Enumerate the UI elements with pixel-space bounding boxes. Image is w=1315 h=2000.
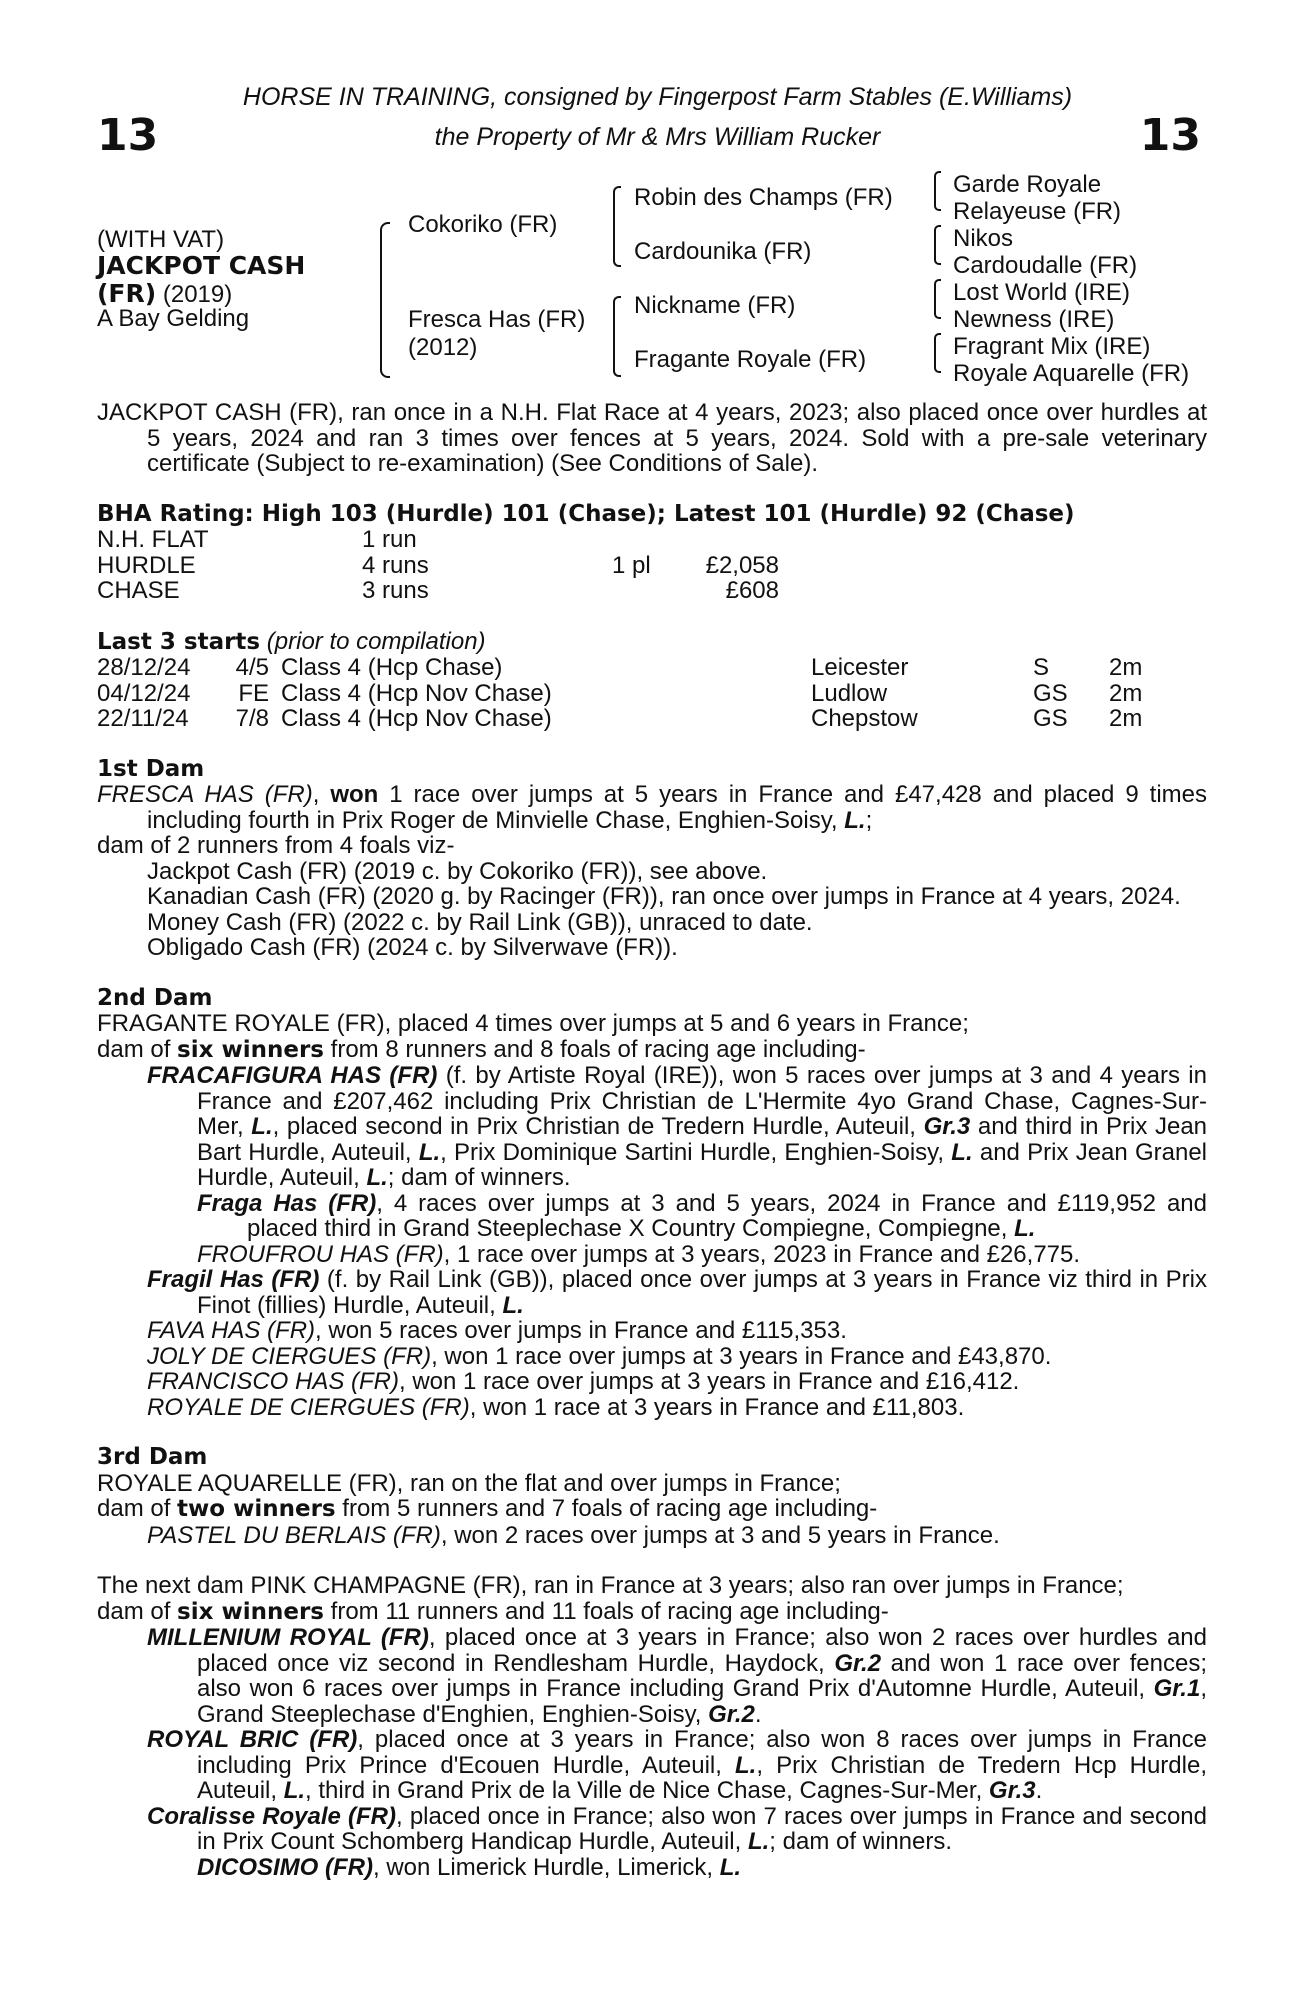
pedigree-sds: Nikos <box>953 225 1014 252</box>
record-placed: 1 pl <box>612 551 651 579</box>
header-consignor: HORSE IN TRAINING, consigned by Fingerpost Farm Stables (E.Williams) <box>242 83 1073 111</box>
last-starts-title: Last 3 starts <box>97 628 261 655</box>
start-distance: 2m <box>1109 654 1143 681</box>
list-item: Obligado Cash (FR) (2024 c. by Silverwave (FR)). <box>147 934 678 961</box>
record-prize <box>682 527 779 553</box>
list-item: Coralisse Royale (FR), placed once in France; also won 7 races over jumps in France and second in Prix Count Schomberg Handicap Hurdle, Auteuil, L.; dam of winners. <box>147 1802 1207 1855</box>
record-type: HURDLE <box>97 551 196 579</box>
horse-summary: JACKPOT CASH (FR), ran once in a N.H. Flat Race at 4 years, 2023; also placed once over hurdles at 5 years, 2024 and ran 3 times over fences at 5 years, 2024. Sold with a pre-sale veterinary certificate (Subject to re-examination) (See Conditions of Sale). <box>97 399 1207 477</box>
pedigree-sd: Cardounika (FR) <box>634 238 812 265</box>
list-item: PASTEL DU BERLAIS (FR), won 2 races over jumps at 3 and 5 years in France. <box>147 1521 1000 1549</box>
start-race: Class 4 (Hcp Nov Chase) <box>281 705 552 732</box>
last-starts-note: (prior to compilation) <box>260 627 486 655</box>
pedigree-dsd: Newness (IRE) <box>953 306 1115 333</box>
list-item: ROYALE DE CIERGUES (FR), won 1 race at 3 years in France and £11,803. <box>147 1393 965 1421</box>
dam1-heading: 1st Dam <box>97 755 205 782</box>
list-item: FRACAFIGURA HAS (FR) (f. by Artiste Royal (IRE)), won 5 races over jumps at 3 and 4 years in France and £207,462 including Prix Christian de L'Hermite 4yo Grand Chase, Cagnes-Sur-Mer, L., placed second in Prix Christian de Tredern Hurdle, Auteuil, Gr.3 and third in Prix Jean Bart Hurdle, Auteuil, L., Prix Dominique Sartini Hurdle, Enghien-Soisy, L. and Prix Jean Granel Hurdle, Auteuil, L.; dam of winners. <box>147 1062 1208 1191</box>
start-distance: 2m <box>1109 679 1143 707</box>
start-position: 7/8 <box>235 705 269 732</box>
pedigree-dss: Lost World (IRE) <box>953 279 1130 306</box>
table-row <box>97 655 1142 681</box>
table-row <box>97 681 1142 707</box>
record-prize: £2,058 <box>705 551 779 579</box>
list-item: FAVA HAS (FR), won 5 races over jumps in France and £115,353. <box>147 1317 847 1344</box>
pedigree-dd: Fragante Royale (FR) <box>634 346 867 373</box>
pedigree-brace-ss <box>934 171 941 211</box>
pedigree-brace-sd <box>934 225 941 265</box>
pedigree-brace-dam <box>613 296 621 377</box>
pedigree-sire: Cokoriko (FR) <box>408 211 558 238</box>
table-row <box>97 553 779 579</box>
pedigree-ddd: Royale Aquarelle (FR) <box>953 360 1190 387</box>
dam2-produce-line: dam of six winners from 8 runners and 8 foals of racing age including- <box>97 1035 866 1063</box>
pedigree-dam: Fresca Has (FR) <box>408 306 586 333</box>
start-position: 4/5 <box>235 654 269 681</box>
list-item: Kanadian Cash (FR) (2020 g. by Racinger (FR)), ran once over jumps in France at 4 years, 2024. <box>147 883 1181 910</box>
list-item: Money Cash (FR) (2022 c. by Rail Link (GB)), unraced to date. <box>147 908 813 936</box>
list-item: FROUFROU HAS (FR), 1 race over jumps at 3 years, 2023 in France and £26,775. <box>197 1240 1081 1268</box>
start-course: Ludlow <box>811 679 888 707</box>
pedigree-brace-sire <box>613 186 621 267</box>
dam3-produce-line: dam of two winners from 5 runners and 7 foals of racing age including- <box>97 1495 878 1522</box>
dam2-summary: FRAGANTE ROYALE (FR), placed 4 times over jumps at 5 and 6 years in France; <box>97 1010 969 1037</box>
start-going: S <box>1033 654 1050 681</box>
start-race: Class 4 (Hcp Chase) <box>281 654 503 681</box>
record-runs: 3 runs <box>362 577 429 604</box>
vat-label: (WITH VAT) <box>97 226 225 253</box>
list-item: MILLENIUM ROYAL (FR), placed once at 3 years in France; also won 2 races over hurdles and placed once viz second in Rendlesham Hurdle, Haydock, Gr.2 and won 1 race over fences; also won 6 races over jumps in France including Grand Prix d'Automne Hurdle, Auteuil, Gr.1, Grand Steeplechase d'Enghien, Enghien-Soisy, Gr.2. <box>147 1624 1207 1728</box>
start-going: GS <box>1033 679 1068 707</box>
dam3-heading: 3rd Dam <box>97 1444 208 1470</box>
start-race: Class 4 (Hcp Nov Chase) <box>281 679 552 707</box>
dam1-summary: FRESCA HAS (FR), won 1 race over jumps at 5 years in France and £47,428 and placed 9 times including fourth in Prix Roger de Minvielle Chase, Enghien-Soisy, L.; <box>97 781 1207 834</box>
start-distance: 2m <box>1109 705 1143 732</box>
list-item: Jackpot Cash (FR) (2019 c. by Cokoriko (FR)), see above. <box>147 857 768 885</box>
start-date: 04/12/24 <box>97 679 191 707</box>
record-placed <box>612 527 682 553</box>
header-property: the Property of Mr & Mrs William Rucker <box>434 123 881 151</box>
pedigree-ssd: Relayeuse (FR) <box>953 198 1122 225</box>
pedigree-brace-main <box>380 222 390 378</box>
table-row <box>97 706 1142 732</box>
dam3-summary: ROYALE AQUARELLE (FR), ran on the flat and over jumps in France; <box>97 1469 841 1497</box>
bha-rating: BHA Rating: High 103 (Hurdle) 101 (Chase); Latest 101 (Hurdle) 92 (Chase) <box>97 500 1075 527</box>
table-row <box>97 527 779 553</box>
dam2-heading: 2nd Dam <box>97 984 213 1011</box>
list-item: JOLY DE CIERGUES (FR), won 1 race over jumps at 3 years in France and £43,870. <box>147 1342 1052 1370</box>
pedigree-dam-year: (2012) <box>408 334 478 361</box>
start-date: 22/11/24 <box>97 705 189 732</box>
list-item: Fraga Has (FR), 4 races over jumps at 3 and 5 years, 2024 in France and £119,952 and placed third in Grand Steeplechase X Country Compiegne, Compiegne, L. <box>197 1189 1207 1242</box>
record-placed <box>612 578 682 604</box>
last-starts-heading <box>97 629 1207 656</box>
start-position: FE <box>238 679 269 707</box>
start-date: 28/12/24 <box>97 654 191 681</box>
record-runs: 1 run <box>362 526 417 553</box>
start-going: GS <box>1033 705 1068 732</box>
dam1-produce-line: dam of 2 runners from 4 foals viz- <box>97 832 455 859</box>
pedigree-dds: Fragrant Mix (IRE) <box>953 333 1151 360</box>
last-starts-table <box>97 655 1142 732</box>
record-type: CHASE <box>97 577 180 604</box>
pedigree-sdd: Cardoudalle (FR) <box>953 252 1138 279</box>
race-record-table <box>97 527 779 604</box>
table-row <box>97 578 779 604</box>
list-item: DICOSIMO (FR), won Limerick Hurdle, Limerick, L. <box>197 1853 742 1881</box>
start-course: Chepstow <box>811 705 918 732</box>
start-course: Leicester <box>811 654 909 681</box>
horse-name: JACKPOT CASH <box>97 251 306 280</box>
pedigree-ss: Robin des Champs (FR) <box>634 184 893 211</box>
record-runs: 4 runs <box>362 551 429 579</box>
pedigree-ds: Nickname (FR) <box>634 292 796 319</box>
list-item: FRANCISCO HAS (FR), won 1 race over jumps at 3 years in France and £16,412. <box>147 1368 1020 1395</box>
horse-description: A Bay Gelding <box>97 305 250 332</box>
list-item: ROYAL BRIC (FR), placed once at 3 years in France; also won 8 races over jumps in France including Prix Prince d'Ecouen Hurdle, Auteuil, L., Prix Christian de Tredern Hcp Hurdle, Auteuil, L., third in Grand Prix de la Ville de Nice Chase, Cagnes-Sur-Mer, Gr.3. <box>147 1726 1207 1804</box>
record-prize: £608 <box>725 577 779 604</box>
horse-country: (FR) <box>97 279 157 308</box>
next-dam-produce-line: dam of six winners from 11 runners and 11 foals of racing age including- <box>97 1597 889 1625</box>
horse-year: (2019) <box>156 281 233 308</box>
lot-number-right: 13 <box>1139 110 1201 161</box>
next-dam-summary: The next dam PINK CHAMPAGNE (FR), ran in France at 3 years; also ran over jumps in France; <box>97 1572 1124 1599</box>
lot-number-left: 13 <box>97 110 159 161</box>
pedigree-brace-dd <box>934 333 941 373</box>
record-type: N.H. FLAT <box>97 526 209 553</box>
pedigree-brace-ds <box>934 279 941 319</box>
catalogue-body <box>97 400 1207 1880</box>
list-item: Fragil Has (FR) (f. by Rail Link (GB)), placed once over jumps at 3 years in France viz third in Prix Finot (fillies) Hurdle, Auteuil, L. <box>147 1266 1207 1319</box>
pedigree-sss: Garde Royale <box>953 171 1102 198</box>
